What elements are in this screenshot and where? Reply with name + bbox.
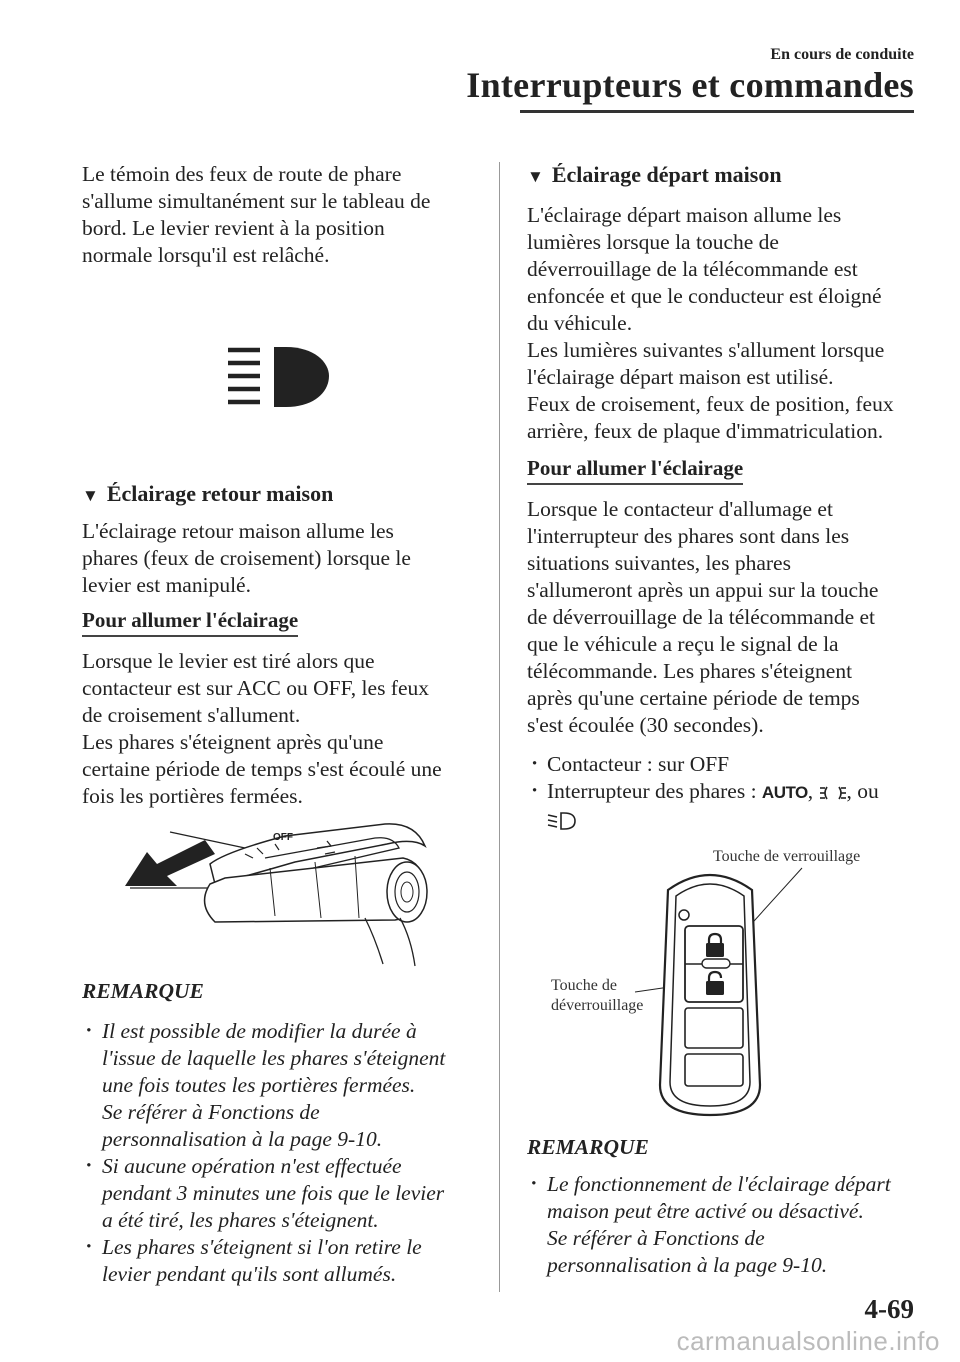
column-divider — [499, 162, 500, 1292]
svg-text:OFF: OFF — [273, 832, 293, 843]
note-title: REMARQUE — [527, 1135, 649, 1159]
high-beam-icon — [226, 345, 332, 409]
condition-item: · Interrupteur des phares : AUTO, , ou — [527, 778, 927, 833]
section-title-retour: ▼ Éclairage retour maison — [82, 481, 334, 506]
watermark: carmanualsonline.info — [676, 1326, 940, 1356]
section-title-depart: ▼ Éclairage départ maison — [527, 162, 782, 187]
subhead-allumer: Pour allumer l'éclairage — [82, 607, 298, 637]
note-item: · Si aucune opération n'est effectuée pendant 3 minutes une fois que le levier a été tiré, les phares s'éteignent. — [82, 1153, 482, 1234]
label-unlock-key: Touche de déverrouillage — [551, 977, 644, 1014]
position-lights-icon — [819, 785, 847, 801]
note-title: REMARQUE — [82, 979, 204, 1003]
note-item: · Le fonctionnement de l'éclairage départ maison peut être activé ou désactivé. Se référer à Fonctions de personnalisation à la page 9-10. — [527, 1171, 927, 1279]
left-note — [82, 978, 482, 1288]
lever-illustration — [125, 818, 450, 968]
right-note — [527, 1134, 927, 1279]
section-header: En cours de conduite — [770, 46, 914, 63]
triangle-icon: ▼ — [82, 486, 99, 505]
triangle-icon: ▼ — [527, 167, 544, 186]
auto-icon: AUTO — [761, 783, 808, 802]
page-number: 4-69 — [864, 1294, 914, 1324]
subhead-allumer-depart: Pour allumer l'éclairage — [527, 455, 743, 485]
depart-section: ▼ Éclairage départ maison L'éclairage départ maison allume les lumières lorsque la touche de déverrouillage de la télécommande est enfoncée et que le conducteur est éloigné du véhicule. Les lumières suivantes s'allument lorsque l'éclairage départ maison est utilisé. Feux de croisement, feux de position, feux arrière, feux de plaque d'immatriculation. Pour allumer l'éclairage Lorsque le contacteur d'allumage et l'interrupteur des phares sont dans les situations suivantes, les phares s'allumeront après un appui sur la touche de déverrouillage de la télécommande et que le véhicule a reçu le signal de la télécommande. Les phares s'éteignent après qu'une certaine période de temps s'est écoulée (30 secondes). · Contacteur : sur OFF · Interrupteur des phares : AUTO, , ou — [527, 161, 927, 833]
left-intro: Le témoin des feux de route de phare s'allume simultanément sur le tableau de bord. Le levier revient à la position normale lorsqu'il est relâché. — [82, 162, 431, 267]
low-beam-icon — [547, 812, 577, 830]
condition-item: · Contacteur : sur OFF — [527, 751, 927, 778]
remote-key-illustration — [630, 860, 810, 1120]
page-title: Interrupteurs et commandes — [466, 65, 914, 105]
header-rule — [520, 110, 914, 113]
label-lock-key: Touche de verrouillage — [713, 848, 861, 865]
note-item: · Les phares s'éteignent si l'on retire le levier pendant qu'ils sont allumés. — [82, 1234, 482, 1288]
note-item: · Il est possible de modifier la durée à l'issue de laquelle les phares s'éteignent une fois toutes les portières fermées. Se référer à Fonctions de personnalisation à la page 9-10. — [82, 1018, 482, 1153]
retour-section: ▼ Éclairage retour maison L'éclairage retour maison allume les phares (feux de croisement) lorsque le levier est manipulé. Pour allumer l'éclairage Lorsque le levier est tiré alors que contacteur est sur ACC ou OFF, les feux de croisement s'allument. Les phares s'éteignent après qu'une certaine période de temps s'est écoulé une fois les portières fermées. — [82, 480, 482, 810]
